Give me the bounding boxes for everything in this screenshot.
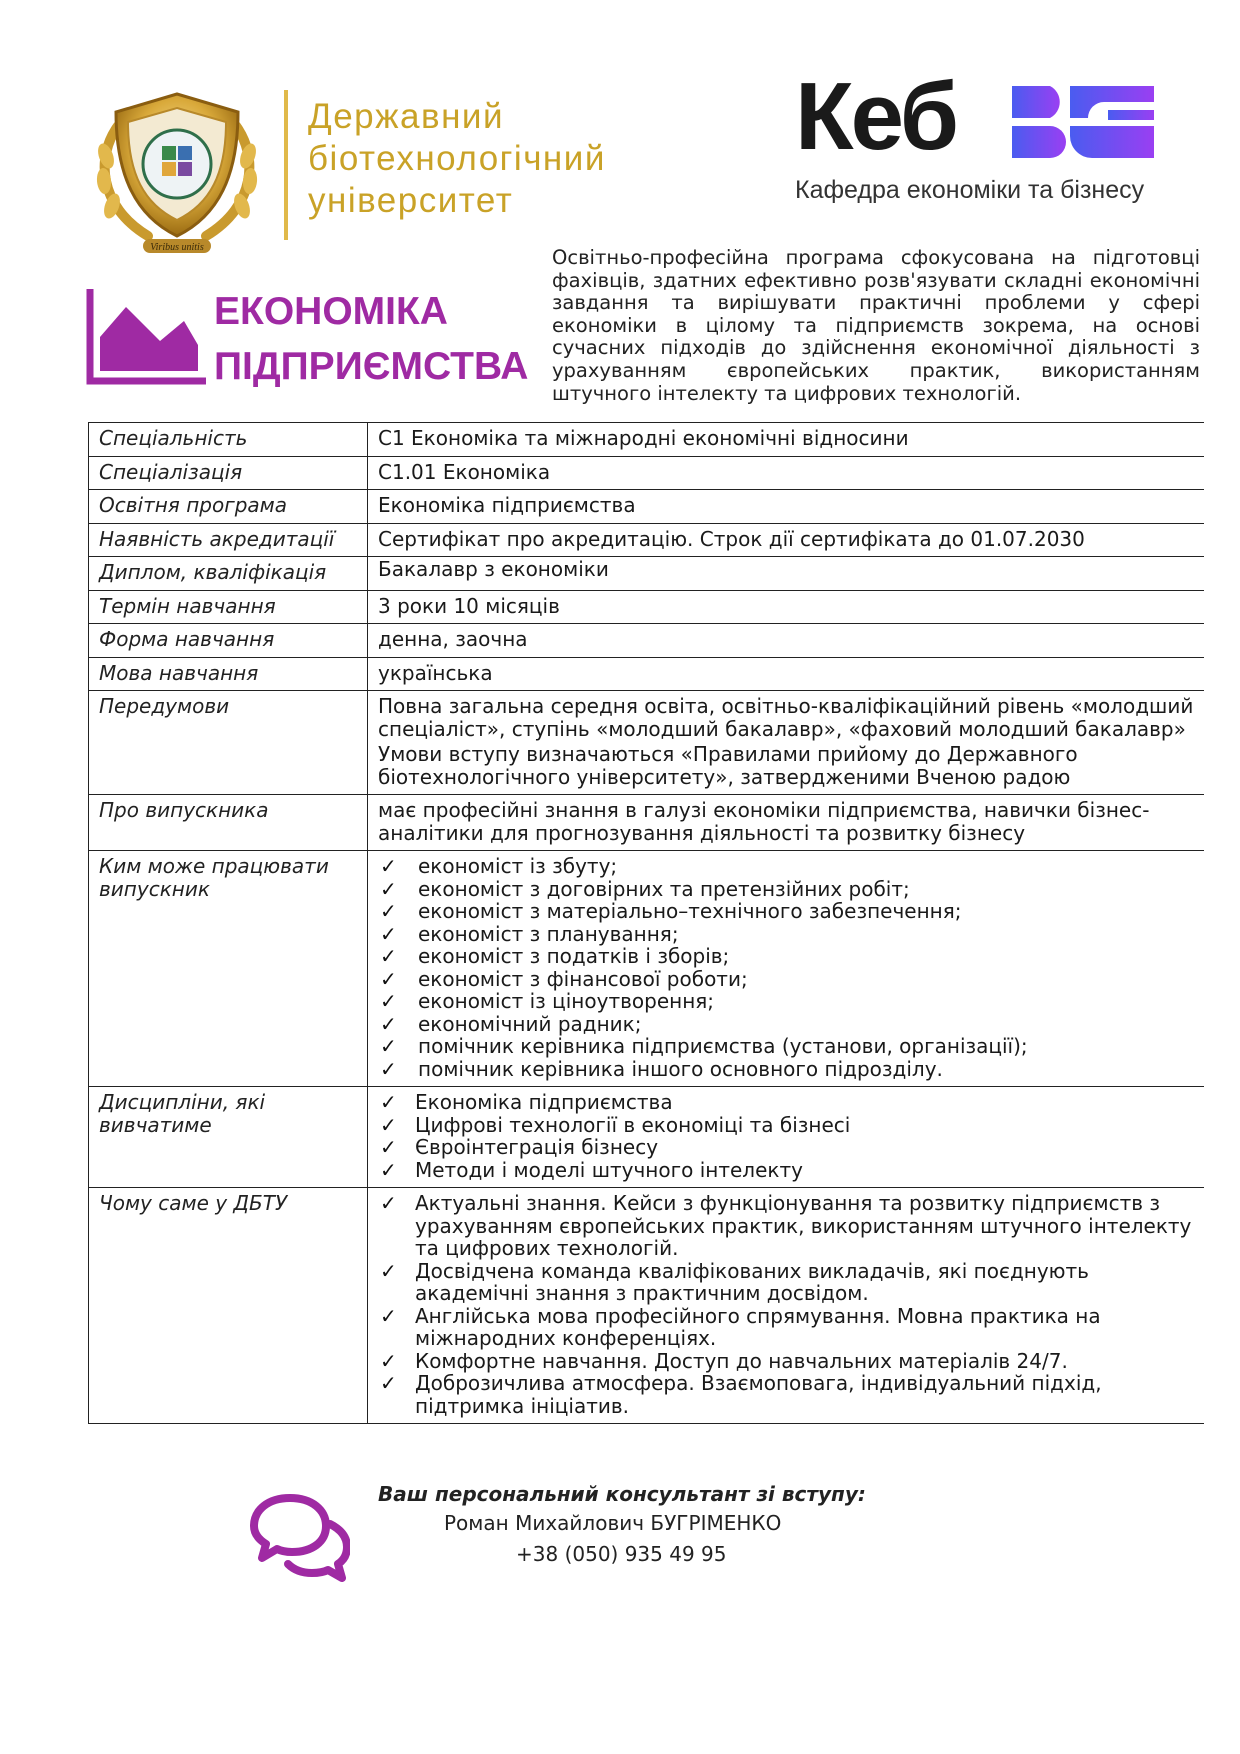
list-item-text: Методи і моделі штучного інтелекту bbox=[415, 1157, 803, 1182]
list-item-text: Досвідчена команда кваліфікованих викладачів, які поєднують академічні знання з практичним досвідом. bbox=[415, 1258, 1089, 1305]
header-divider bbox=[284, 90, 288, 240]
row-value-accreditation: Сертифікат про акредитацію. Строк дії сертифіката до 01.07.2030 bbox=[378, 526, 1085, 551]
checkmark-icon: ✓ bbox=[380, 966, 397, 991]
list-item-text: Євроінтеграція бізнесу bbox=[415, 1135, 659, 1159]
row-value-prerequisites bbox=[368, 691, 1205, 795]
careers-list bbox=[378, 855, 1194, 1080]
consultant-name: Роман Михайлович БУГРІМЕНКО bbox=[444, 1511, 782, 1535]
checkmark-icon: ✓ bbox=[380, 1090, 397, 1114]
row-value-specialty: С1 Економіка та міжнародні економічні відносини bbox=[378, 426, 909, 450]
table-row bbox=[89, 691, 1205, 795]
checkmark-icon: ✓ bbox=[380, 1034, 397, 1058]
list-item bbox=[378, 923, 1194, 946]
list-item-text: економіст з планування; bbox=[418, 921, 679, 946]
checkmark-icon: ✓ bbox=[380, 1191, 397, 1215]
list-item-text: економіст з фінансової роботи; bbox=[418, 966, 748, 991]
list-item bbox=[378, 1136, 1194, 1159]
checkmark-icon: ✓ bbox=[380, 1135, 397, 1159]
row-label-accreditation: Наявність акредитації bbox=[89, 523, 368, 557]
row-value-graduate: має професійні знання в галузі економіки підприємства, навички бізнес-аналітики для прогнозування діяльності та розвитку бізнесу bbox=[378, 798, 1150, 845]
row-label-language: Мова навчання bbox=[89, 657, 368, 691]
list-item-text: Економіка підприємства bbox=[415, 1090, 673, 1114]
list-item bbox=[378, 1013, 1194, 1036]
list-item-text: економіст з договірних та претензійних робіт; bbox=[418, 876, 910, 901]
list-item-text: економіст з матеріально–технічного забезпечення; bbox=[418, 899, 962, 923]
list-item bbox=[378, 878, 1194, 901]
row-value-program: Економіка підприємства bbox=[378, 493, 636, 517]
checkmark-icon: ✓ bbox=[380, 1011, 397, 1036]
table-row bbox=[89, 523, 1205, 557]
university-name bbox=[308, 96, 606, 222]
row-label-diploma: Диплом, кваліфікація bbox=[89, 557, 368, 591]
table-row bbox=[89, 557, 1205, 591]
row-label-specialty: Спеціальність bbox=[89, 423, 368, 457]
list-item bbox=[378, 1058, 1194, 1081]
row-value-why bbox=[368, 1188, 1205, 1424]
table-row bbox=[89, 1087, 1205, 1188]
checkmark-icon: ✓ bbox=[380, 944, 397, 968]
consultant-phone: +38 (050) 935 49 95 bbox=[516, 1542, 727, 1566]
table-row bbox=[89, 590, 1205, 624]
checkmark-icon: ✓ bbox=[380, 921, 397, 946]
list-item-text: економіст із ціноутворення; bbox=[418, 989, 715, 1013]
checkmark-icon: ✓ bbox=[380, 1056, 397, 1081]
checkmark-icon: ✓ bbox=[380, 1348, 397, 1373]
checkmark-icon: ✓ bbox=[380, 899, 397, 923]
department-logo-word: Кеб bbox=[795, 63, 957, 170]
checkmark-icon: ✓ bbox=[380, 1112, 397, 1137]
list-item bbox=[378, 1035, 1194, 1058]
row-value-diploma: Бакалавр з економіки bbox=[378, 557, 609, 581]
university-name-line-3: університет bbox=[308, 181, 514, 220]
checkmark-icon: ✓ bbox=[380, 1371, 397, 1395]
row-value-form: денна, заочна bbox=[378, 627, 528, 651]
row-label-form: Форма навчання bbox=[89, 624, 368, 658]
list-item-text: Комфортне навчання. Доступ до навчальних матеріалів 24/7. bbox=[415, 1348, 1068, 1373]
list-item bbox=[378, 855, 1194, 878]
list-item bbox=[378, 1114, 1194, 1137]
list-item bbox=[378, 1350, 1194, 1373]
area-chart-icon bbox=[86, 287, 208, 385]
table-row bbox=[89, 490, 1205, 524]
disciplines-list bbox=[378, 1091, 1194, 1181]
list-item bbox=[378, 1305, 1194, 1350]
table-row bbox=[89, 423, 1205, 457]
program-title bbox=[214, 284, 528, 394]
row-label-disciplines: Дисципліни, які вивчатиме bbox=[89, 1087, 368, 1188]
list-item bbox=[378, 990, 1194, 1013]
row-label-graduate: Про випускника bbox=[89, 795, 368, 851]
list-item bbox=[378, 1159, 1194, 1182]
program-info-table bbox=[88, 422, 1204, 1424]
row-label-careers: Ким може працювати випускник bbox=[89, 851, 368, 1087]
table-row bbox=[89, 624, 1205, 658]
list-item-text: Актуальні знання. Кейси з функціонування та розвитку підприємств з урахуванням європейських практик, використанням штучного інтелекту та цифрових технологій. bbox=[415, 1191, 1192, 1260]
consultant-label: Ваш персональний консультант зі вступу: bbox=[378, 1482, 866, 1506]
why-list bbox=[378, 1192, 1194, 1417]
prerequisites-paragraph-1: Повна загальна середня освіта, освітньо-кваліфікаційний рівень «молодший спеціаліст», ступінь «молодший бакалавр», «фаховий молодший бакалавр» bbox=[378, 694, 1194, 741]
list-item-text: Доброзичлива атмосфера. Взаємоповага, індивідуальний підхід, підтримка ініціатив. bbox=[415, 1371, 1102, 1418]
row-label-why: Чому саме у ДБТУ bbox=[89, 1188, 368, 1424]
table-row bbox=[89, 1188, 1205, 1424]
checkmark-icon: ✓ bbox=[380, 854, 397, 878]
row-label-duration: Термін навчання bbox=[89, 590, 368, 624]
university-seal-logo bbox=[88, 86, 266, 256]
list-item bbox=[378, 945, 1194, 968]
list-item-text: економіст з податків і зборів; bbox=[418, 944, 730, 968]
university-name-line-2: біотехнологічний bbox=[308, 139, 606, 178]
row-value-disciplines bbox=[368, 1087, 1205, 1188]
row-value-specialization: С1.01 Економіка bbox=[378, 459, 551, 484]
row-value-duration: 3 роки 10 місяців bbox=[378, 593, 560, 618]
program-title-line-2: ПІДПРИЄМСТВА bbox=[214, 345, 529, 388]
list-item bbox=[378, 1260, 1194, 1305]
chat-bubbles-icon bbox=[250, 1490, 350, 1586]
checkmark-icon: ✓ bbox=[380, 1157, 397, 1182]
row-label-prerequisites: Передумови bbox=[89, 691, 368, 795]
list-item-text: економічний радник; bbox=[418, 1011, 642, 1036]
checkmark-icon: ✓ bbox=[380, 989, 397, 1013]
checkmark-icon: ✓ bbox=[380, 876, 397, 901]
table-row bbox=[89, 795, 1205, 851]
list-item bbox=[378, 1192, 1194, 1260]
list-item-text: економіст із збуту; bbox=[418, 854, 618, 878]
department-logo-mark bbox=[1012, 86, 1154, 158]
table-row bbox=[89, 657, 1205, 691]
list-item-text: Англійська мова професійного спрямування. Мовна практика на міжнародних конференціях. bbox=[415, 1303, 1101, 1350]
table-row bbox=[89, 851, 1205, 1087]
svg-text:Viribus unitis: Viribus unitis bbox=[150, 242, 204, 253]
list-item bbox=[378, 1091, 1194, 1114]
program-title-line-1: ЕКОНОМІКА bbox=[214, 290, 448, 333]
program-description: Освітньо-професійна програма сфокусована на підготовці фахівців, здатних ефективно розв'язувати складні економічні завдання та вирішувати практичні проблеми у сфері економіки в цілому та підприємств зокрема, на основі сучасних підходів до здійснення економічної діяльності з урахуванням європейських практик, використанням штучного інтелекту та цифрових технологій. bbox=[552, 246, 1200, 405]
list-item-text: помічник керівника підприємства (установи, організації); bbox=[418, 1034, 1028, 1058]
university-name-line-1: Державний bbox=[308, 97, 505, 136]
row-value-careers bbox=[368, 851, 1205, 1087]
list-item-text: Цифрові технології в економіці та бізнесі bbox=[415, 1112, 851, 1137]
table-row bbox=[89, 456, 1205, 490]
row-label-program: Освітня програма bbox=[89, 490, 368, 524]
list-item bbox=[378, 968, 1194, 991]
list-item bbox=[378, 1372, 1194, 1417]
row-label-specialization: Спеціалізація bbox=[89, 456, 368, 490]
department-name: Кафедра економіки та бізнесу bbox=[795, 176, 1145, 204]
checkmark-icon: ✓ bbox=[380, 1258, 397, 1283]
list-item bbox=[378, 900, 1194, 923]
checkmark-icon: ✓ bbox=[380, 1303, 397, 1328]
prerequisites-paragraph-2: Умови вступу визначаються «Правилами прийому до Державного біотехнологічного університету», затвердженими Вченою радою bbox=[378, 742, 1078, 789]
row-value-language: українська bbox=[378, 660, 493, 685]
list-item-text: помічник керівника іншого основного підрозділу. bbox=[418, 1056, 943, 1081]
